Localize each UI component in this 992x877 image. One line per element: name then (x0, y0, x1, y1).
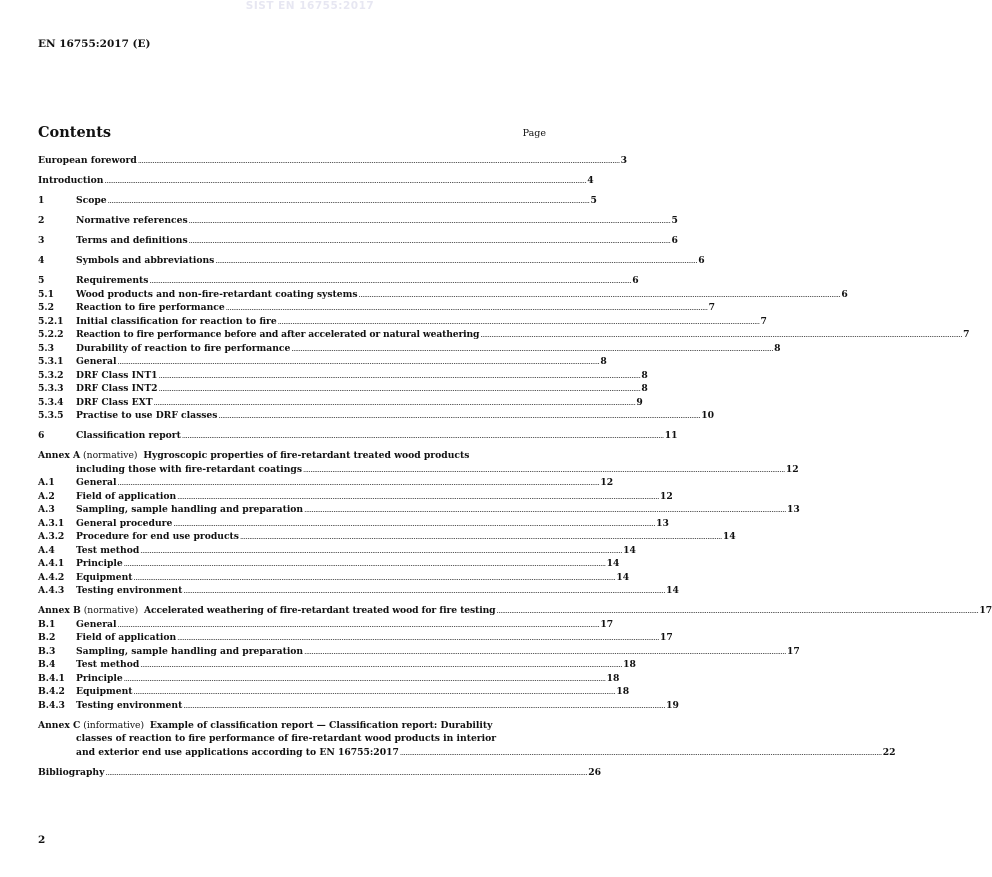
toc-entry-5-3-4[interactable] (38, 396, 643, 410)
toc-entry-page: 6 (841, 288, 848, 300)
toc-entry-title: Symbols and abbreviations (76, 255, 215, 266)
toc-entry-page: 13 (786, 504, 800, 515)
toc-leader: ........................................................................................................................................................................................................................................................................ (358, 290, 841, 299)
watermark: SIST EN 16755:2017 (245, 0, 375, 12)
toc-entry-number: A.3.2 (38, 531, 65, 542)
toc-entry-page: 18 (623, 659, 636, 670)
toc-entry-number: A.3 (38, 504, 55, 515)
toc-entry-foreword[interactable] (38, 154, 628, 168)
toc-annex-qualifier: (informative) (80, 719, 150, 731)
toc-entry-page: 14 (722, 531, 736, 542)
toc-entry-page: 12 (659, 490, 673, 502)
toc-entry-5-2[interactable] (38, 301, 715, 315)
toc-entry-5-3-3[interactable] (38, 382, 648, 396)
toc-leader: ........................................................................................................................................................................................................................................................................ (239, 533, 722, 541)
toc-entry-number: 5.2.2 (38, 329, 64, 340)
toc-leader: ........................................................................................................................................................................................................................................................................ (480, 331, 963, 339)
toc-leader: ........................................................................................................................................................................................................................................................................ (291, 344, 774, 353)
toc-entry-number: A.4 (38, 544, 55, 556)
toc-entry-page: 8 (641, 383, 648, 394)
toc-entry-page: 6 (698, 255, 705, 266)
toc-entry-page: 5 (671, 215, 678, 226)
toc-entry-page: 14 (616, 571, 630, 583)
toc-entry-page: 19 (666, 699, 679, 711)
toc-entry-title: Testing environment (76, 699, 183, 711)
toc-entry-b-4[interactable] (38, 658, 636, 672)
toc-entry-introduction[interactable] (38, 174, 594, 188)
toc-entry-title-continued: and exterior end use applications according to EN 16755:2017 (76, 746, 399, 758)
toc-leader: ........................................................................................................................................................................................................................................................................ (215, 257, 698, 265)
toc-leader: ........................................................................................................................................................................................................................................................................ (158, 371, 641, 380)
toc-entry-5-3[interactable] (38, 342, 781, 356)
toc-entry-page: 10 (701, 410, 715, 421)
toc-entry-title: Normative references (76, 215, 188, 226)
toc-entry-5-2-1[interactable] (38, 315, 767, 329)
toc-leader: ........................................................................................................................................................................................................................................................................ (188, 217, 671, 225)
document-id: EN 16755:2017 (E) (38, 38, 151, 50)
toc-entry-page: 11 (664, 430, 678, 441)
toc-entry-page: 17 (659, 632, 673, 643)
toc-entry-title: Requirements (76, 275, 149, 286)
toc-entry-title: Classification report (76, 430, 181, 441)
toc-entry-page: 9 (636, 396, 643, 408)
toc-entry-b-4-2[interactable] (38, 685, 630, 699)
toc-entry-a-4-1[interactable] (38, 557, 620, 571)
toc-entry-number: 3 (38, 235, 45, 246)
toc-entry-title: Accelerated weathering of fire-retardant treated wood for fire testing (144, 605, 496, 616)
toc-entry-title: General (76, 356, 117, 367)
toc-entry-title: Principle (76, 558, 123, 569)
toc-leader: ........................................................................................................................................................................................................................................................................ (107, 197, 590, 205)
toc-entry-number: A.4.2 (38, 571, 65, 583)
toc-entry-a-3[interactable] (38, 503, 800, 517)
toc-entry-page: 26 (588, 766, 602, 778)
toc-entry-annex-b[interactable] (38, 604, 992, 618)
toc-entry-page: 13 (656, 517, 669, 529)
toc-entry-annex-a[interactable] (38, 449, 799, 476)
toc-entry-title: Test method (76, 544, 140, 556)
toc-entry-title: Field of application (76, 632, 177, 643)
toc-leader: ........................................................................................................................................................................................................................................................................ (304, 506, 786, 514)
toc-entry-number: 5.3 (38, 342, 54, 354)
page-number: 2 (38, 834, 46, 846)
toc-entry-title: Equipment (76, 686, 133, 697)
toc-entry-5-3-1[interactable] (38, 355, 607, 369)
toc-entry-b-4-1[interactable] (38, 672, 620, 686)
toc-entry-page: 7 (708, 302, 715, 313)
toc-entry-page: 7 (760, 315, 767, 327)
toc-entry-page: 12 (785, 463, 799, 475)
toc-entry-6[interactable] (38, 429, 678, 443)
toc-entry-title: Scope (76, 195, 107, 206)
toc-entry-number: 6 (38, 430, 45, 441)
toc-leader: ........................................................................................................................................................................................................................................................................ (496, 607, 979, 615)
toc-entry-a-4-3[interactable] (38, 584, 679, 598)
toc-entry-number: 5.3.2 (38, 369, 64, 381)
toc-annex-qualifier: (normative) (80, 605, 144, 616)
toc-entry-title: General procedure (76, 517, 173, 529)
toc-entry-number: 5.3.3 (38, 383, 64, 394)
toc-entry-page: 18 (616, 686, 630, 697)
toc-entry-title: Procedure for end use products (76, 531, 239, 542)
toc-entry-page: 7 (963, 329, 970, 340)
toc-entry-3[interactable] (38, 234, 678, 248)
toc-entry-5-3-2[interactable] (38, 369, 648, 383)
toc-entry-number: 5.3.1 (38, 356, 64, 367)
toc-leader: ........................................................................................................................................................................................................................................................................ (140, 661, 623, 669)
toc-entry-title: DRF Class EXT (76, 396, 153, 408)
toc-leader: ........................................................................................................................................................................................................................................................................ (133, 688, 616, 696)
toc-entry-number: 2 (38, 215, 45, 226)
toc-entry-page: 14 (623, 544, 636, 556)
toc-entry-page: 6 (632, 275, 639, 286)
toc-entry-number: B.4 (38, 659, 56, 670)
toc-annex-qualifier: (normative) (80, 450, 144, 461)
toc-entry-annex-c[interactable] (38, 719, 896, 760)
toc-entry-page: 8 (600, 356, 607, 367)
toc-entry-title: Introduction (38, 175, 104, 186)
toc-entry-bibliography[interactable] (38, 766, 602, 780)
toc-entry-title: Hygroscopic properties of fire-retardant treated wood products (143, 450, 470, 461)
toc-entry-page: 12 (600, 477, 614, 488)
toc-leader: ........................................................................................................................................................................................................................................................................ (225, 304, 708, 312)
toc-entry-number: 5.3.5 (38, 410, 64, 421)
toc-entry-number: A.4.3 (38, 585, 65, 596)
toc-entry-a-4[interactable] (38, 544, 636, 558)
toc-entry-5[interactable] (38, 274, 639, 288)
toc-leader: ........................................................................................................................................................................................................................................................................ (133, 573, 616, 582)
toc-entry-title: DRF Class INT2 (76, 383, 158, 394)
toc-entry-page: 14 (606, 558, 620, 569)
toc-leader: ........................................................................................................................................................................................................................................................................ (117, 620, 600, 629)
toc-entry-b-4-3[interactable] (38, 699, 679, 713)
toc-entry-4[interactable] (38, 254, 705, 268)
toc-entry-title: Equipment (76, 571, 133, 583)
toc-entry-page: 6 (671, 235, 678, 246)
toc-entry-title: Initial classification for reaction to fire (76, 315, 277, 327)
toc-entry-1[interactable] (38, 194, 597, 208)
toc-entry-title: Practise to use DRF classes (76, 410, 218, 421)
toc-entry-page: 17 (786, 645, 800, 657)
toc-entry-page: 5 (590, 195, 597, 206)
toc-entry-page: 22 (882, 746, 896, 758)
toc-leader: ........................................................................................................................................................................................................................................................................ (177, 492, 659, 501)
toc-entry-title: Terms and definitions (76, 235, 188, 246)
toc-entry-number: 5 (38, 275, 45, 286)
toc-entry-page: 18 (606, 672, 620, 684)
toc-entry-title: Example of classification report — Classification report: Durability (149, 719, 493, 731)
toc-title: Contents (38, 124, 112, 141)
toc-leader: ........................................................................................................................................................................................................................................................................ (137, 157, 620, 165)
toc-entry-5-3-5[interactable] (38, 409, 715, 423)
toc-entry-page: 4 (587, 175, 594, 186)
toc-leader: ........................................................................................................................................................................................................................................................................ (173, 519, 656, 528)
toc-entry-number: B.1 (38, 618, 56, 630)
toc-entry-title: Reaction to fire performance (76, 302, 225, 313)
toc-annex-label: Annex A (38, 450, 81, 461)
toc-entry-title: Durability of reaction to fire performance (76, 342, 291, 354)
toc-page-label: Page (522, 128, 546, 139)
toc-leader: ........................................................................................................................................................................................................................................................................ (105, 768, 588, 777)
toc-leader: ........................................................................................................................................................................................................................................................................ (158, 385, 641, 393)
toc-entry-title: General (76, 618, 117, 630)
toc-entry-b-3[interactable] (38, 645, 800, 659)
toc-leader: ........................................................................................................................................................................................................................................................................ (117, 358, 600, 366)
toc-leader: ........................................................................................................................................................................................................................................................................ (117, 479, 600, 487)
toc-leader: ........................................................................................................................................................................................................................................................................ (140, 546, 623, 555)
toc-entry-title-continued: including those with fire-retardant coatings (76, 463, 303, 475)
toc-entry-title: DRF Class INT1 (76, 369, 158, 381)
toc-entry-title-continued: classes of reaction to fire performance of fire-retardant wood products in interior (76, 733, 497, 744)
toc-entry-5-1[interactable] (38, 288, 848, 302)
toc-entry-page: 3 (620, 155, 628, 166)
toc-leader: ........................................................................................................................................................................................................................................................................ (303, 465, 785, 474)
toc-entry-title: Test method (76, 659, 140, 670)
toc-entry-5-2-2[interactable] (38, 328, 970, 342)
toc-leader: ........................................................................................................................................................................................................................................................................ (149, 277, 632, 285)
toc-entry-number: 5.3.4 (38, 396, 64, 408)
table-of-contents (38, 154, 992, 779)
toc-entry-number: 1 (38, 195, 45, 206)
toc-entry-number: 4 (38, 255, 45, 266)
toc-entry-number: A.3.1 (38, 517, 65, 529)
toc-entry-b-1[interactable] (38, 618, 614, 632)
toc-entry-number: 5.2 (38, 302, 54, 313)
toc-entry-number: A.1 (38, 477, 55, 488)
toc-entry-number: B.4.1 (38, 672, 65, 684)
toc-leader: ........................................................................................................................................................................................................................................................................ (177, 634, 659, 642)
toc-entry-a-3-1[interactable] (38, 517, 669, 531)
toc-leader: ........................................................................................................................................................................................................................................................................ (188, 237, 671, 245)
toc-entry-a-2[interactable] (38, 490, 673, 504)
toc-leader: ........................................................................................................................................................................................................................................................................ (277, 317, 760, 326)
toc-leader: ........................................................................................................................................................................................................................................................................ (153, 398, 636, 407)
toc-entry-page: 8 (774, 342, 781, 354)
toc-entry-number: B.4.3 (38, 699, 65, 711)
toc-entry-number: A.2 (38, 490, 55, 502)
toc-entry-page: 17 (979, 605, 992, 616)
toc-entry-2[interactable] (38, 214, 678, 228)
toc-entry-a-3-2[interactable] (38, 530, 736, 544)
toc-entry-number: 5.1 (38, 288, 54, 300)
toc-leader: ........................................................................................................................................................................................................................................................................ (183, 701, 666, 710)
toc-entry-title: Field of application (76, 490, 177, 502)
toc-leader: ........................................................................................................................................................................................................................................................................ (123, 674, 606, 683)
toc-leader: ........................................................................................................................................................................................................................................................................ (181, 432, 664, 440)
toc-entry-title: Bibliography (38, 766, 105, 778)
toc-entry-title: Sampling, sample handling and preparation (76, 504, 304, 515)
toc-entry-page: 8 (641, 369, 648, 381)
toc-leader: ........................................................................................................................................................................................................................................................................ (183, 587, 666, 595)
toc-leader: ........................................................................................................................................................................................................................................................................ (104, 177, 587, 185)
toc-entry-title: Reaction to fire performance before and after accelerated or natural weathering (76, 329, 480, 340)
toc-leader: ........................................................................................................................................................................................................................................................................ (304, 647, 786, 656)
toc-leader: ........................................................................................................................................................................................................................................................................ (123, 560, 606, 568)
toc-annex-label: Annex B (38, 605, 81, 616)
toc-entry-title: Sampling, sample handling and preparation (76, 645, 304, 657)
toc-entry-page: 14 (666, 585, 679, 596)
toc-entry-number: B.4.2 (38, 686, 65, 697)
toc-entry-a-4-2[interactable] (38, 571, 630, 585)
toc-entry-a-1[interactable] (38, 476, 614, 490)
toc-annex-label: Annex C (38, 719, 81, 731)
toc-entry-number: A.4.1 (38, 558, 65, 569)
toc-entry-title: Wood products and non-fire-retardant coating systems (76, 288, 358, 300)
toc-entry-title: Testing environment (76, 585, 183, 596)
toc-entry-title: Principle (76, 672, 123, 684)
toc-entry-title: European foreword (38, 155, 137, 166)
toc-leader: ........................................................................................................................................................................................................................................................................ (218, 412, 701, 420)
toc-entry-number: 5.2.1 (38, 315, 64, 327)
toc-entry-number: B.2 (38, 632, 56, 643)
toc-entry-b-2[interactable] (38, 631, 673, 645)
toc-entry-number: B.3 (38, 645, 56, 657)
toc-entry-page: 17 (600, 618, 614, 630)
toc-entry-title: General (76, 477, 117, 488)
toc-leader: ........................................................................................................................................................................................................................................................................ (399, 748, 882, 757)
